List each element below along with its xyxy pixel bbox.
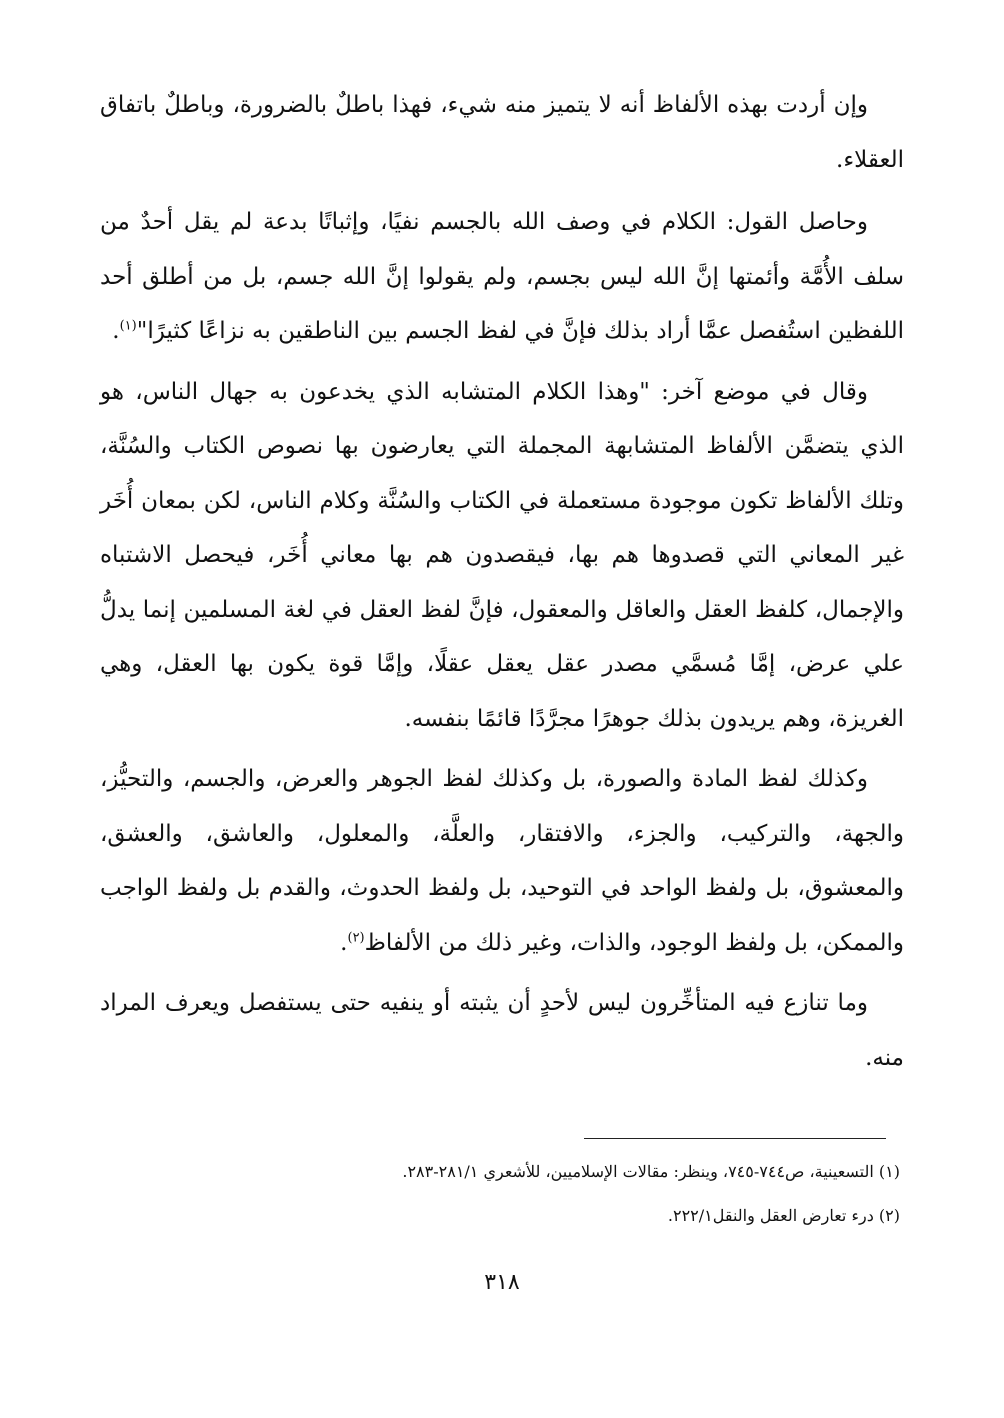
paragraph-1-text: وإن أردت بهذه الألفاظ أنه لا يتميز منه شيء، فهذا باطلٌ بالضرورة، وباطلٌ باتفاق العقلاء. bbox=[100, 92, 904, 173]
footnote-divider bbox=[584, 1138, 886, 1139]
paragraph-3-text: وقال في موضع آخر: "وهذا الكلام المتشابه الذي يخدعون به جهال الناس، هو الذي يتضمَّن الألفاظ المتشابهة المجملة التي يعارضون بها نصوص الكتاب والسُنَّة، وتلك الألفاظ تكون موجودة مستعملة في الكتاب والسُنَّة وكلام الناس، لكن بمعان أُخَر غير المعاني التي قصدوها هم بها، فيقصدون هم بها معاني أُخَر، فيحصل الاشتباه والإجمال، كلفظ العقل والعاقل والمعقول، فإنَّ لفظ العقل في لغة المسلمين إنما يدلُّ علي عرض، إمَّا مُسمَّي مصدر عقل يعقل عقلًا، وإمَّا قوة يكون بها العقل، وهي الغريزة، وهم يريدون بذلك جوهرًا مجرَّدًا قائمًا بنفسه. bbox=[100, 378, 904, 732]
paragraph-4-text: وكذلك لفظ المادة والصورة، بل وكذلك لفظ الجوهر والعرض، والجسم، والتحيُّز، والجهة، والتركيب، والجزء، والافتقار، والعلَّة، والمعلول، والعاشق، والعشق، والمعشوق، بل ولفظ الواحد في التوحيد، بل ولفظ الحدوث، والقدم بل ولفظ الواجب والممكن، بل ولفظ الوجود، والذات، وغير ذلك من الألفاظ bbox=[100, 766, 904, 956]
paragraph-5-text: وما تنازع فيه المتأخِّرون ليس لأحدٍ أن يثبته أو ينفيه حتى يستفصل ويعرف المراد منه. bbox=[100, 990, 904, 1071]
paragraph-4 bbox=[100, 752, 904, 970]
page-body bbox=[100, 78, 904, 1091]
footnote-ref-1[interactable]: (١) bbox=[119, 318, 137, 334]
page-number: ٣١٨ bbox=[484, 1270, 520, 1295]
paragraph-1 bbox=[100, 78, 904, 187]
footnote-ref-2[interactable]: (٢) bbox=[347, 929, 365, 945]
footnote-2: (٢) درء تعارض العقل والنقل٢٢٢/١. bbox=[667, 1206, 900, 1225]
footnotes bbox=[100, 1150, 900, 1238]
footnote-1: (١) التسعينية، ص٧٤٤-٧٤٥، وينظر: مقالات الإسلاميين، للأشعري ٢٨١/١-٢٨٣. bbox=[402, 1162, 900, 1181]
paragraph-2 bbox=[100, 195, 904, 359]
paragraph-2-tail: . bbox=[112, 318, 120, 344]
paragraph-3 bbox=[100, 365, 904, 747]
paragraph-4-tail: . bbox=[340, 929, 348, 956]
paragraph-5 bbox=[100, 976, 904, 1085]
paragraph-2-text: وحاصل القول: الكلام في وصف الله بالجسم نفيًا، وإثباتًا بدعة لم يقل أحدٌ من سلف الأُمَّة وأئمتها إنَّ الله ليس بجسم، ولم يقولوا إنَّ الله جسم، بل من أطلق أحد اللفظين استُفصل عمَّا أراد بذلك فإنَّ في لفظ الجسم بين الناطقين به نزاعًا كثيرًا" bbox=[100, 209, 904, 344]
